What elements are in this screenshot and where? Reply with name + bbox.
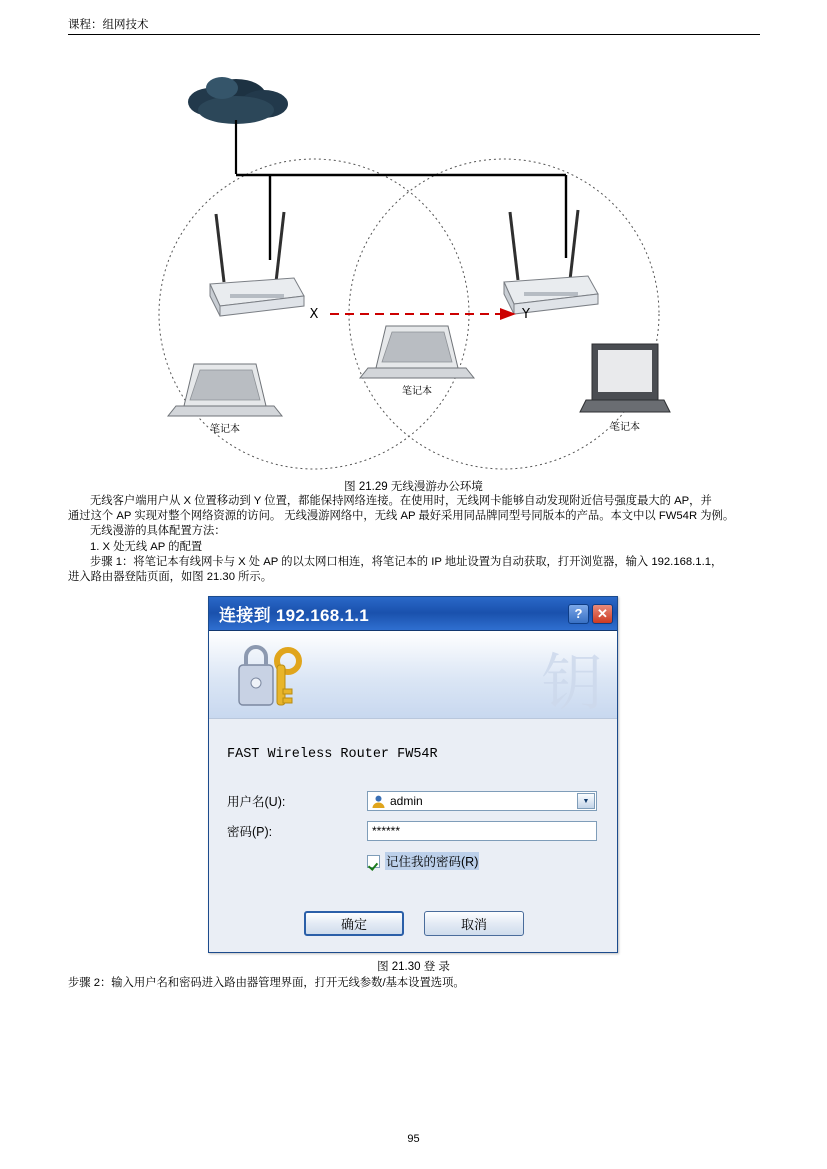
remember-password-checkbox[interactable] <box>367 852 479 870</box>
header-divider <box>68 34 760 35</box>
paragraph-1: 无线客户端用户从 X 位置移动到 Y 位置，都能保持网络连接。在使用时，无线网卡能够自动发现附近信号强度最大的 AP，并 <box>90 495 712 507</box>
svg-text:笔记本: 笔记本 <box>402 386 432 397</box>
ok-button[interactable]: 确定 <box>304 911 404 936</box>
access-point-left <box>210 212 304 316</box>
checkbox-checked-icon[interactable] <box>367 855 380 868</box>
username-label: 用户名(U): <box>227 795 286 809</box>
cancel-button[interactable]: 取消 <box>424 911 524 936</box>
dialog-body <box>209 719 617 952</box>
paragraph-5: 步骤 2：输入用户名和密码进入路由器管理界面，打开无线参数/基本设置选项。 <box>68 977 465 989</box>
password-row <box>227 821 597 841</box>
access-point-right <box>504 210 598 314</box>
course-label: 课程：组网技术 <box>68 19 149 31</box>
dialog-banner <box>209 631 617 719</box>
router-model-label: FAST Wireless Router FW54R <box>227 747 438 762</box>
figure2-caption: 图 21.30 登 录 <box>377 961 450 973</box>
laptop-right <box>580 344 670 412</box>
login-dialog-figure <box>208 596 618 953</box>
svg-text:笔记本: 笔记本 <box>610 422 640 433</box>
page-header <box>68 16 760 36</box>
page-number: 95 <box>407 1133 420 1145</box>
network-diagram <box>118 44 718 474</box>
password-value: ****** <box>372 824 401 838</box>
user-icon <box>371 794 386 809</box>
login-dialog <box>208 596 618 953</box>
username-row <box>227 791 597 811</box>
close-icon[interactable]: ✕ <box>592 604 613 624</box>
dialog-button-row <box>209 911 619 936</box>
svg-text:Y: Y <box>522 307 530 322</box>
dialog-title: 连接到 192.168.1.1 <box>219 606 370 625</box>
password-label: 密码(P): <box>227 825 273 839</box>
paragraph-1b: 通过这个 AP 实现对整个网络资源的访问。 无线漫游网络中，无线 AP 最好采用同品牌同型号同版本的产品。本文中以 FW54R 为例。 <box>68 510 735 523</box>
laptop-left <box>168 364 282 416</box>
internet-cloud <box>188 77 288 124</box>
laptop-center <box>360 326 474 378</box>
figure1-caption: 图 21.29 无线漫游办公环境 <box>344 481 483 493</box>
username-input[interactable] <box>367 791 597 811</box>
svg-text:X: X <box>309 307 319 322</box>
remember-password-label: 记住我的密码(R) <box>385 852 479 870</box>
help-icon[interactable]: ? <box>568 604 589 624</box>
watermark-decoration: 钥 <box>540 650 603 718</box>
key-lock-icon <box>233 639 307 713</box>
username-value: admin <box>390 794 423 808</box>
chevron-down-icon[interactable]: ▼ <box>577 793 595 809</box>
paragraph-4b: 进入路由器登陆页面，如图 21.30 所示。 <box>68 571 273 584</box>
dialog-title-bar <box>209 597 617 631</box>
paragraph-4: 步骤 1：将笔记本有线网卡与 X 处 AP 的以太网口相连，将笔记本的 IP 地址设置为自动获取，打开浏览器，输入 192.168.1.1， <box>90 555 723 568</box>
password-input[interactable] <box>367 821 597 841</box>
paragraph-3: 1. X 处无线 AP 的配置 <box>90 540 203 553</box>
paragraph-2: 无线漫游的具体配置方法： <box>90 525 226 538</box>
svg-text:笔记本: 笔记本 <box>210 424 240 435</box>
body-text <box>68 494 760 585</box>
